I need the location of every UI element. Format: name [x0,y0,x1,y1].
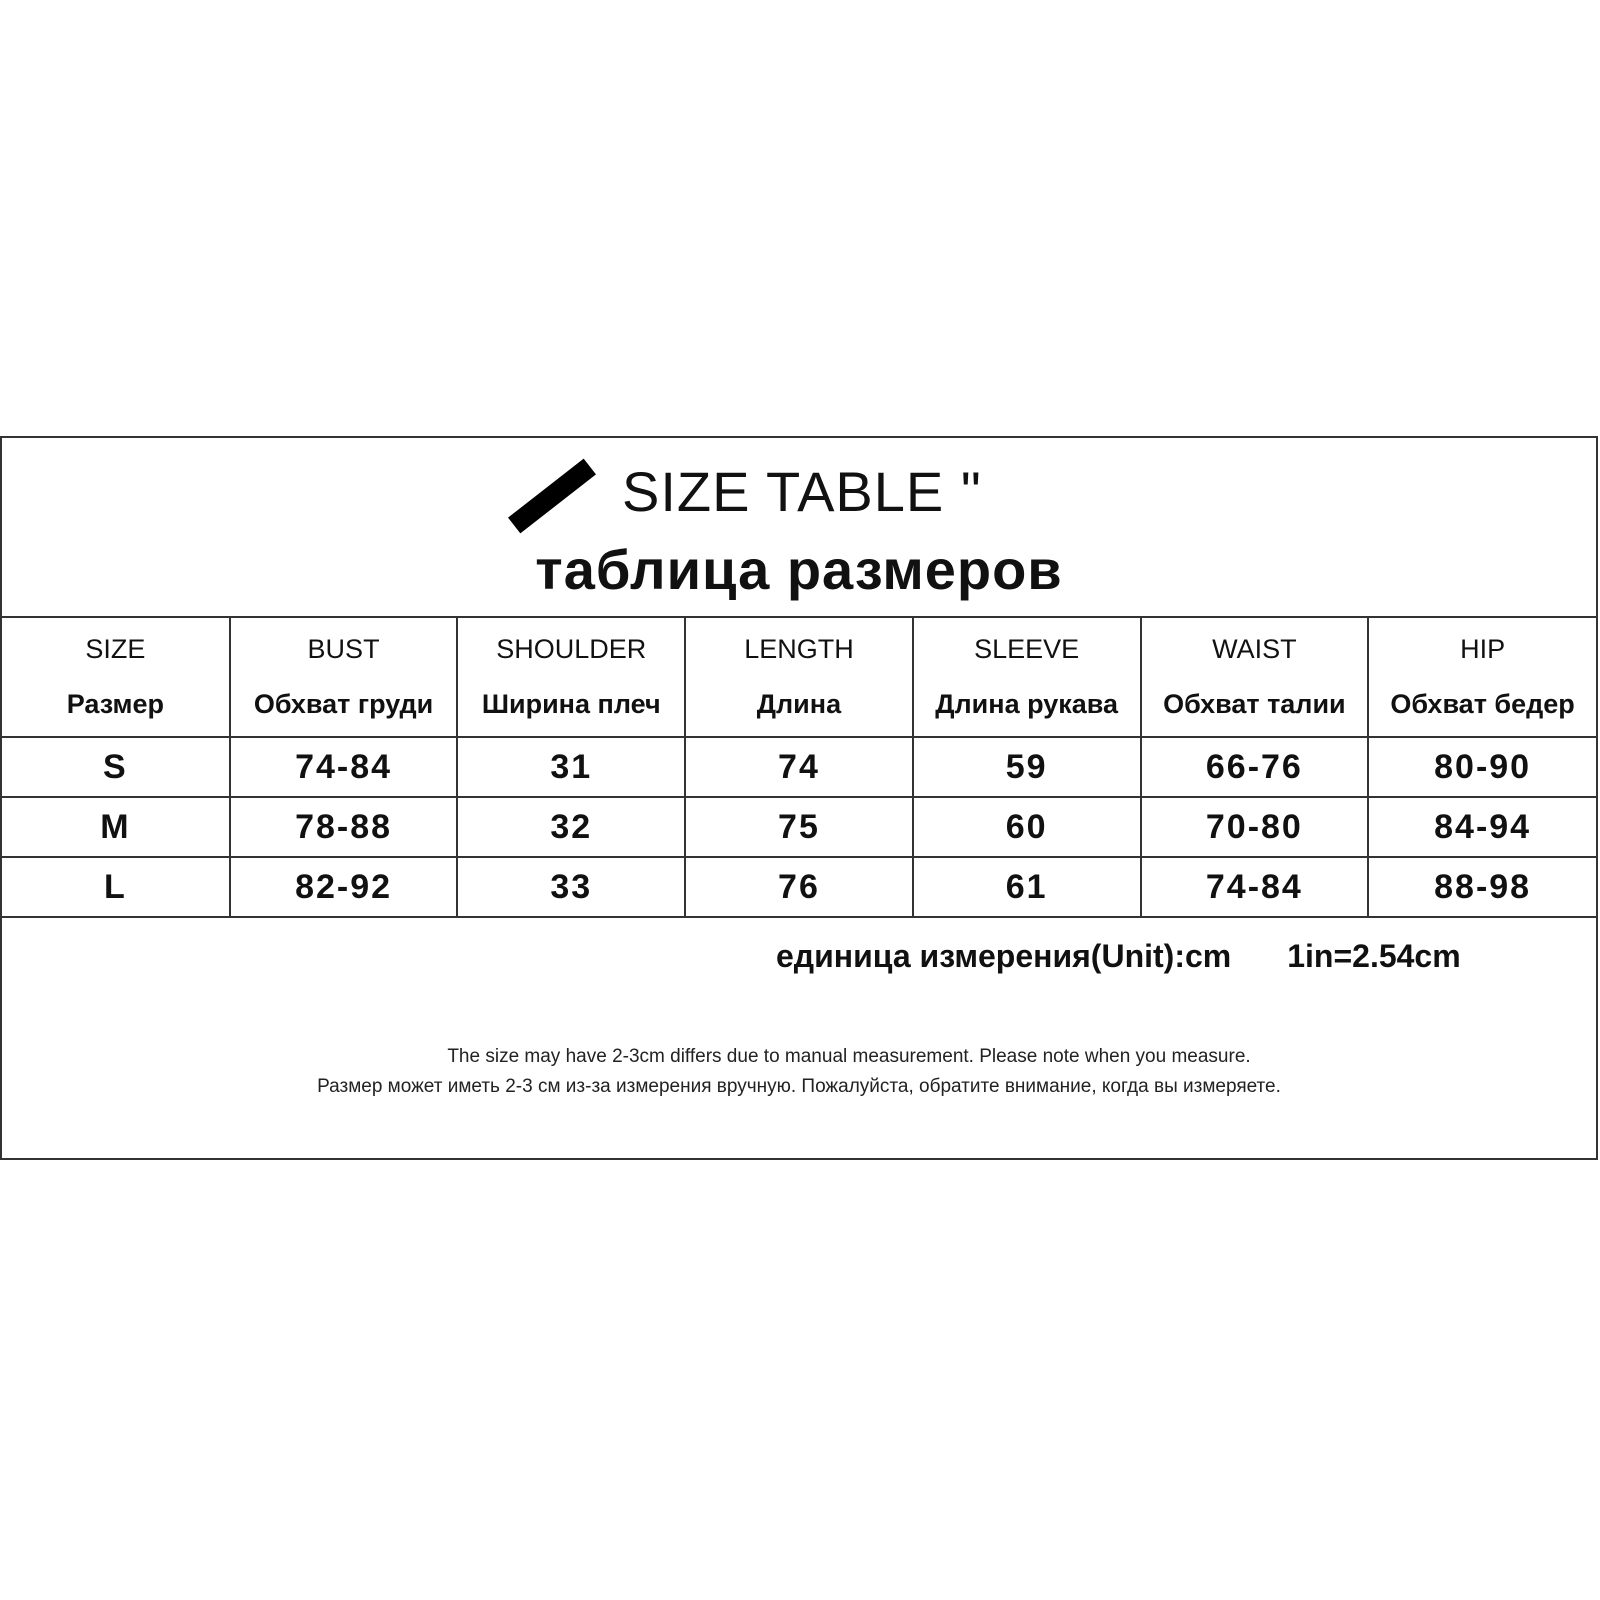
hip-cell: 88-98 [1368,857,1596,917]
length-cell: 75 [685,797,913,857]
table-row-l [2,857,1596,917]
size-cell: S [2,737,230,797]
header-cell-sleeve [913,618,1141,737]
title-english: SIZE TABLE " [622,460,982,523]
header-label-en: HIP [1460,634,1506,664]
header-cell-hip [1368,618,1596,737]
hip-cell: 84-94 [1368,797,1596,857]
measurement-note-english: The size may have 2-3cm differs due to manual measurement. Please note when you measure. [447,1046,1251,1067]
measurement-note-russian: Размер может иметь 2-3 см из-за измерения вручную. Пожалуйста, обратите внимание, когда вы измеряете. [317,1076,1281,1097]
header-label-en: WAIST [1212,634,1297,664]
bust-cell: 78-88 [230,797,458,857]
unit-conversion: 1in=2.54cm [1287,938,1461,974]
length-cell: 76 [685,857,913,917]
header-row [2,618,1596,737]
unit-line [776,940,1461,972]
header-label-ru: Длина рукава [935,689,1119,719]
header-cell-length [685,618,913,737]
header-label-en: SIZE [85,634,146,664]
header-label-ru: Обхват груди [253,689,434,719]
title-russian: таблица размеров [535,538,1063,601]
size-table [2,618,1596,918]
table-row-m [2,797,1596,857]
size-cell: L [2,857,230,917]
shoulder-cell: 31 [457,737,685,797]
waist-cell: 66-76 [1141,737,1369,797]
header-cell-bust [230,618,458,737]
header-cell-waist [1141,618,1369,737]
slash-decoration-icon [508,459,596,534]
header-label-en: LENGTH [744,634,854,664]
header-label-en: SLEEVE [974,634,1080,664]
size-cell: M [2,797,230,857]
sleeve-cell: 60 [913,797,1141,857]
header-label-en: SHOULDER [496,634,647,664]
title-block [2,438,1596,618]
shoulder-cell: 33 [457,857,685,917]
sleeve-cell: 59 [913,737,1141,797]
header-cell-size [2,618,230,737]
hip-cell: 80-90 [1368,737,1596,797]
sleeve-cell: 61 [913,857,1141,917]
bust-cell: 74-84 [230,737,458,797]
header-cell-shoulder [457,618,685,737]
header-label-en: BUST [307,634,380,664]
header-label-ru: Ширина плеч [481,689,661,719]
table-row-s [2,737,1596,797]
size-chart [0,436,1598,1160]
header-label-ru: Длина [756,689,842,719]
shoulder-cell: 32 [457,797,685,857]
waist-cell: 74-84 [1141,857,1369,917]
header-label-ru: Размер [66,689,164,719]
header-label-ru: Обхват талии [1163,689,1346,719]
waist-cell: 70-80 [1141,797,1369,857]
length-cell: 74 [685,737,913,797]
unit-label: единица измерения(Unit):cm [776,938,1232,974]
bust-cell: 82-92 [230,857,458,917]
header-label-ru: Обхват бедер [1390,689,1575,719]
